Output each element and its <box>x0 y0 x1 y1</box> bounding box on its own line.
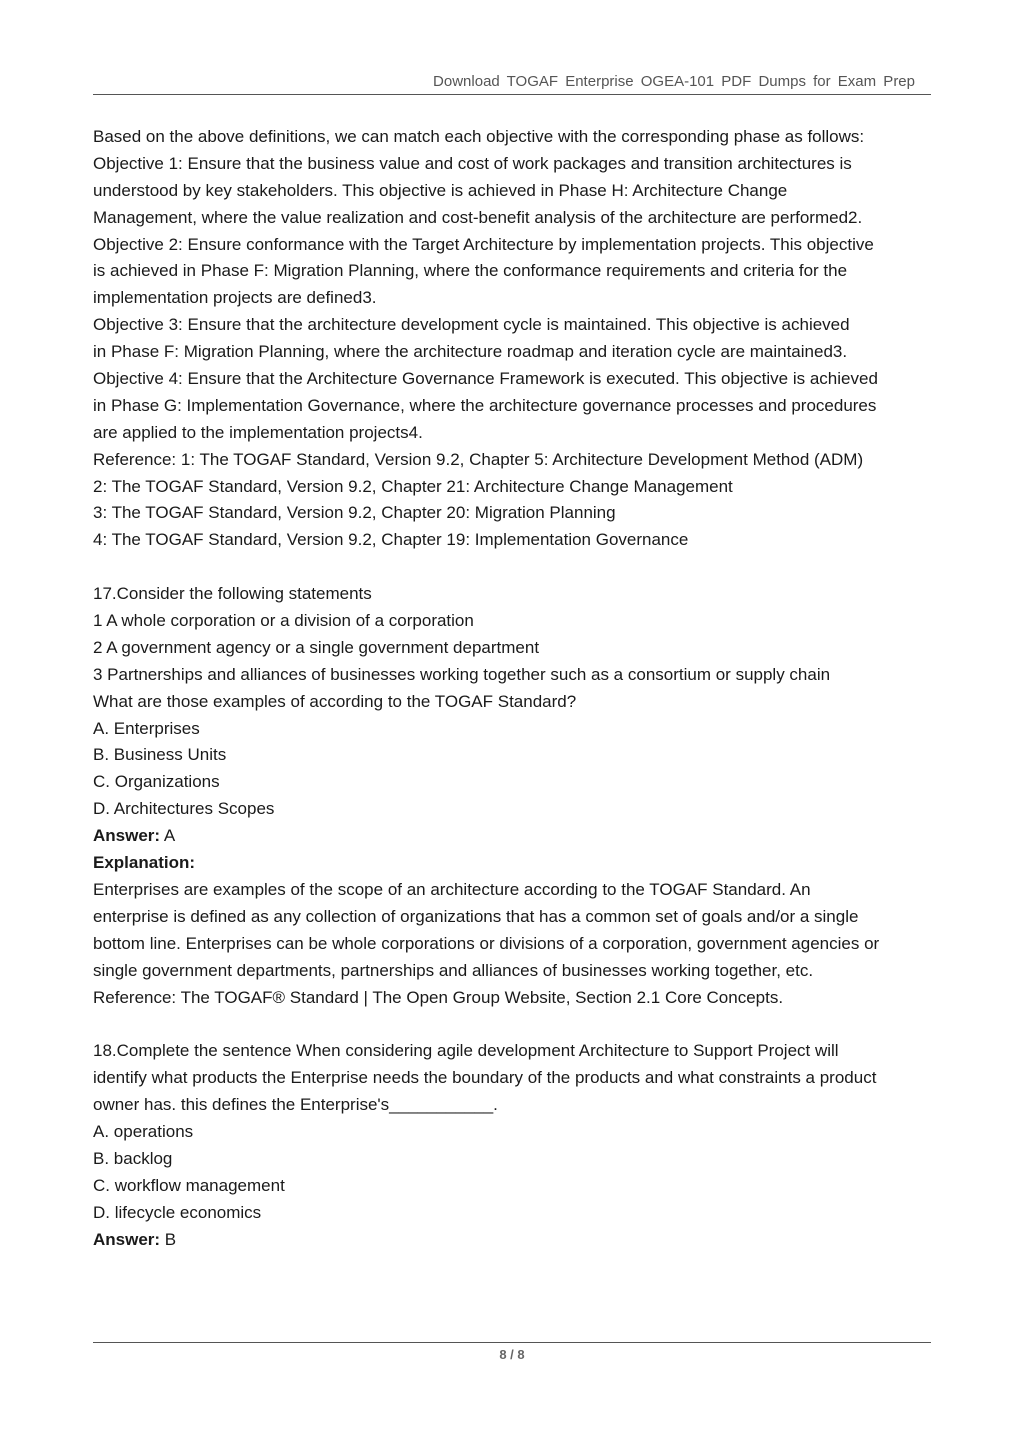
reference-line: 4: The TOGAF Standard, Version 9.2, Chapter 19: Implementation Governance <box>93 530 689 550</box>
reference-line: 2: The TOGAF Standard, Version 9.2, Chapter 21: Architecture Change Management <box>93 476 733 496</box>
explanation-label: Explanation: <box>93 853 196 873</box>
answer-label: Answer: <box>93 826 161 846</box>
explanation-line: Enterprises are examples of the scope of an architecture according to the TOGAF Standard. An <box>93 879 811 899</box>
footer-divider <box>93 1342 931 1343</box>
question-18 <box>93 1038 943 1253</box>
question-17 <box>93 581 943 1011</box>
question-text: identify what products the Enterprise needs the boundary of the products and what constraints a product <box>93 1068 877 1088</box>
question-statement: 2 A government agency or a single government department <box>93 637 540 657</box>
answer-option: D. lifecycle economics <box>93 1202 262 1222</box>
paragraph-line: in Phase F: Migration Planning, where the architecture roadmap and iteration cycle are maintained3. <box>93 342 848 362</box>
reference-line: Reference: The TOGAF® Standard | The Open Group Website, Section 2.1 Core Concepts. <box>93 987 784 1007</box>
header-title: Download TOGAF Enterprise OGEA-101 PDF Dumps for Exam Prep <box>433 73 915 90</box>
explanation-line: bottom line. Enterprises can be whole corporations or divisions of a corporation, government agencies or <box>93 933 880 953</box>
paragraph-line: Objective 4: Ensure that the Architecture Governance Framework is executed. This objective is achieved <box>93 369 878 389</box>
answer-option: A. operations <box>93 1121 194 1141</box>
question-prompt: What are those examples of according to the TOGAF Standard? <box>93 691 577 711</box>
paragraph-line: Objective 3: Ensure that the architecture development cycle is maintained. This objective is achieved <box>93 315 850 335</box>
paragraph-line: Management, where the value realization and cost-benefit analysis of the architecture are performed2. <box>93 207 863 227</box>
paragraph-line: Based on the above definitions, we can match each objective with the corresponding phase as follows: <box>93 127 865 146</box>
answer-value: A <box>160 826 176 846</box>
answer-option: A. Enterprises <box>93 718 200 738</box>
explanation-line: enterprise is defined as any collection of organizations that has a common set of goals and/or a single <box>93 906 859 926</box>
answer-label: Answer: <box>93 1229 161 1249</box>
spacer <box>93 554 943 581</box>
paragraph-line: is achieved in Phase F: Migration Planning, where the conformance requirements and criteria for the <box>93 261 848 281</box>
paragraph-line: in Phase G: Implementation Governance, where the architecture governance processes and procedures <box>93 395 877 415</box>
question-statement: 1 A whole corporation or a division of a corporation <box>93 611 474 631</box>
question-statement: 3 Partnerships and alliances of businesses working together such as a consortium or supply chain <box>93 664 831 684</box>
page-number: 8 / 8 <box>499 1347 525 1362</box>
question-text: owner has. this defines the Enterprise's___________. <box>93 1095 498 1115</box>
explanation-line: single government departments, partnerships and alliances of businesses working together, etc. <box>93 960 814 980</box>
answer-option: C. Organizations <box>93 772 220 792</box>
answer-line <box>93 1227 943 1254</box>
reference-line: Reference: 1: The TOGAF Standard, Version 9.2, Chapter 5: Architecture Development Method (ADM) <box>93 449 864 469</box>
answer-option: C. workflow management <box>93 1175 285 1195</box>
answer-option: D. Architectures Scopes <box>93 799 275 819</box>
page-header <box>93 72 931 95</box>
paragraph-line: understood by key stakeholders. This objective is achieved in Phase H: Architecture Change <box>93 180 788 200</box>
paragraph-line: are applied to the implementation projects4. <box>93 422 423 442</box>
paragraph-line: implementation projects are defined3. <box>93 288 377 308</box>
answer-option: B. backlog <box>93 1148 173 1168</box>
paragraph-line: Objective 2: Ensure conformance with the Target Architecture by implementation projects. This objective <box>93 234 874 254</box>
reference-line: 3: The TOGAF Standard, Version 9.2, Chapter 20: Migration Planning <box>93 503 616 523</box>
intro-section <box>93 124 943 554</box>
answer-line <box>93 823 943 850</box>
question-text: 18.Complete the sentence When considering agile development Architecture to Support Project will <box>93 1041 839 1061</box>
paragraph-line: Objective 1: Ensure that the business value and cost of work packages and transition architectures is <box>93 153 852 173</box>
question-text: 17.Consider the following statements <box>93 584 372 604</box>
answer-value: B <box>160 1229 177 1249</box>
answer-option: B. Business Units <box>93 745 227 765</box>
spacer <box>93 1011 943 1038</box>
document-body <box>93 124 943 1253</box>
